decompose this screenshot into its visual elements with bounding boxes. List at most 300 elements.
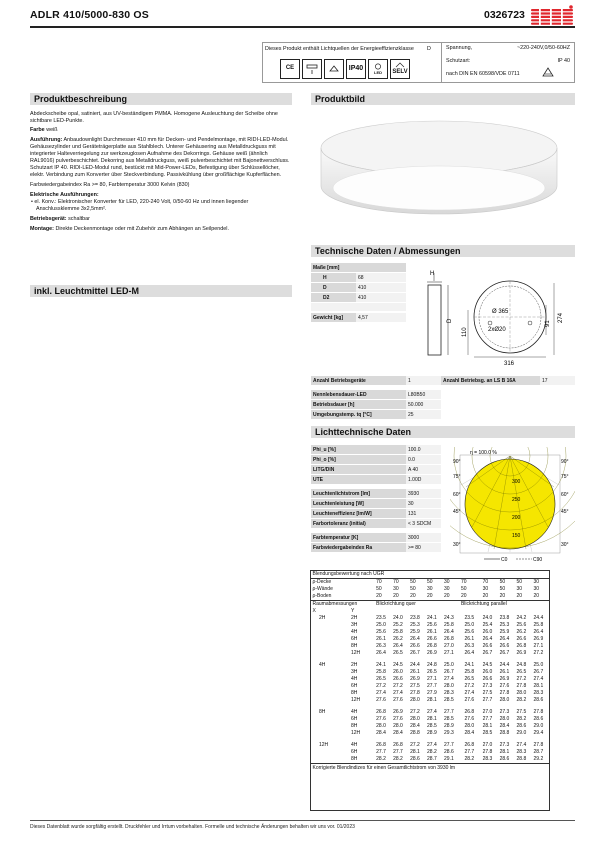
ugr-value-cell: 27.2	[464, 683, 475, 689]
polar-45l: 45°	[453, 509, 461, 515]
ugr-value-cell: 28.2	[516, 697, 527, 703]
ugr-refl-cell: 20	[516, 593, 523, 599]
ls-label: Anzahl Betriebsg. an LS B 16A	[441, 376, 540, 386]
ugr-x-cell	[311, 629, 350, 636]
ce-icon: CE	[280, 59, 300, 79]
ugr-value-cell: 25.8	[464, 669, 475, 675]
masse-d-value: 410	[356, 283, 406, 293]
ugr-value-cell: 26.8	[516, 643, 527, 649]
ugr-value-cell: 28.6	[410, 756, 420, 762]
polar-ring-300: 300	[512, 479, 521, 485]
ugr-value-cell: 28.0	[376, 723, 386, 729]
ugr-blank	[481, 608, 498, 615]
ugr-value-cell: 26.8	[464, 742, 475, 748]
ugr-y-cell: 3H	[351, 622, 358, 628]
ugr-value-cell: 28.0	[464, 723, 475, 729]
ugr-x-cell	[311, 643, 350, 650]
ugr-value-cell: 28.1	[533, 683, 544, 689]
spannung-label: Spannung,	[446, 45, 473, 51]
drawing-316: 316	[504, 361, 515, 367]
phi-u-label: Phi_u [%]	[311, 445, 406, 455]
ugr-value-cell: 26.9	[393, 709, 403, 715]
ugr-value-cell: 26.4	[499, 636, 510, 642]
leistung-value: 30	[406, 499, 441, 509]
leuchtmittel-header: inkl. Leuchtmittel LED-M	[30, 285, 292, 297]
ugr-value-cell: 27.6	[464, 716, 475, 722]
polar-60r: 60°	[561, 492, 569, 498]
ugr-value-cell: 25.9	[410, 629, 420, 635]
ugr-x-cell	[311, 697, 350, 704]
masse-h-label: H	[311, 273, 356, 283]
ugr-value-cell: 26.0	[482, 669, 493, 675]
ugr-value-cell: 27.0	[482, 742, 493, 748]
ugr-value-cell: 27.1	[427, 676, 437, 682]
ugr-value-cell: 26.6	[499, 643, 510, 649]
masse-d2-value: 410	[356, 293, 406, 303]
drawing-d365: Ø 365	[492, 309, 509, 315]
ugr-value-cell: 24.5	[393, 662, 403, 668]
certification-icons	[280, 59, 410, 79]
leistung-label: Leuchtenleistung [W]	[311, 499, 406, 509]
ugr-value-cell: 25.0	[376, 622, 386, 628]
effizienz-value: 131	[406, 509, 441, 519]
ugr-blank	[375, 608, 392, 615]
polar-30r: 30°	[561, 542, 569, 548]
ugr-value-cell: 26.7	[410, 650, 420, 656]
polar-c0: C0	[501, 557, 508, 563]
polar-ring-200: 200	[512, 515, 521, 521]
ugr-value-cell: 24.4	[533, 615, 544, 621]
polar-eta: η = 100.0 %	[470, 450, 497, 456]
ugr-value-cell: 26.1	[410, 669, 420, 675]
ugr-y-cell: 6H	[351, 749, 358, 755]
ugr-value-cell: 27.8	[533, 709, 544, 715]
ugr-value-cell: 26.4	[376, 650, 386, 656]
ugr-value-cell: 28.1	[410, 749, 420, 755]
elektrisch-label: Elektrische Ausführungen:	[30, 192, 99, 199]
ugr-value-cell: 28.4	[393, 730, 403, 736]
ugr-value-cell: 28.1	[499, 749, 510, 755]
ugr-value-cell: 24.3	[444, 615, 454, 621]
ugr-value-cell: 28.2	[393, 756, 403, 762]
ugr-value-cell: 28.9	[427, 730, 437, 736]
ugr-x-cell	[311, 669, 350, 676]
ugr-value-cell: 26.6	[482, 643, 493, 649]
recycle-icon	[541, 66, 555, 78]
ugr-blank	[459, 608, 481, 615]
ugr-value-cell: 29.3	[444, 730, 454, 736]
ugr-value-cell: 26.4	[410, 636, 420, 642]
montage-value: Direkte Deckenmontage oder mit Zubehör zum Abhängen an Seilpendel.	[55, 226, 229, 233]
ugr-y-cell: 3H	[351, 669, 358, 675]
ugr-value-cell: 26.1	[376, 636, 386, 642]
ugr-value-cell: 26.6	[410, 643, 420, 649]
ip40-icon: IP40	[346, 59, 366, 79]
ugr-value-cell: 27.0	[482, 709, 493, 715]
ugr-value-cell: 26.3	[464, 643, 475, 649]
norm-text: nach DIN EN 60598/VDE 0711	[446, 71, 520, 77]
umgebungstemp-value: 25	[406, 410, 441, 420]
ugr-value-cell: 27.7	[427, 683, 437, 689]
ugr-x-cell	[311, 723, 350, 730]
polar-ring-150: 150	[512, 533, 521, 539]
ugr-y-cell: 4H	[351, 742, 358, 748]
ugr-refl-cell: 50	[410, 586, 416, 592]
ugr-value-cell: 27.4	[464, 690, 475, 696]
ugr-value-cell: 28.9	[444, 723, 454, 729]
ugr-refl-cell: 70	[376, 579, 382, 585]
ugr-x-cell	[311, 650, 350, 657]
ugr-x-cell	[311, 683, 350, 690]
lichtstrom-label: Leuchtenlichtstrom [lm]	[311, 489, 406, 499]
ugr-value-cell: 25.0	[444, 662, 454, 668]
ugr-refl-cell: 20	[444, 593, 450, 599]
ugr-value-cell: 27.2	[533, 650, 544, 656]
ugr-value-cell: 28.5	[444, 697, 454, 703]
ugr-value-cell: 27.7	[393, 749, 403, 755]
ugr-value-cell: 26.9	[410, 676, 420, 682]
farbe-label: Farbe	[30, 127, 45, 134]
ugr-refl-cell: 50	[460, 586, 467, 592]
ugr-refl-cell: 50	[499, 586, 506, 592]
ugr-value-cell: 25.9	[499, 629, 510, 635]
ugr-blank	[532, 608, 549, 615]
ugr-refl-cell: 20	[410, 593, 416, 599]
polar-90l: 90°	[453, 459, 461, 465]
ugr-value-cell: 27.7	[482, 697, 493, 703]
ugr-value-cell: 27.2	[393, 683, 403, 689]
ugr-value-cell: 28.2	[516, 716, 527, 722]
ugr-value-cell: 28.8	[516, 756, 527, 762]
masse-d2-label: D2	[311, 293, 356, 303]
ugr-value-cell: 28.0	[410, 716, 420, 722]
produktbild-header: Produktbild	[311, 93, 575, 105]
ugr-value-cell: 26.8	[376, 742, 386, 748]
ugr-value-cell: 29.4	[533, 730, 544, 736]
ugr-blank	[392, 608, 409, 615]
ugr-x-cell	[311, 636, 350, 643]
ugr-value-cell: 25.8	[376, 669, 386, 675]
ugr-value-cell: 28.1	[427, 697, 437, 703]
farbe-value: weiß	[46, 127, 58, 134]
footer-rule	[30, 820, 575, 821]
anzahl-betriebsgeraete-value: 1	[406, 376, 441, 386]
ugr-value-cell: 27.8	[499, 690, 510, 696]
ugr-value-cell: 28.2	[376, 756, 386, 762]
ugr-blank	[515, 608, 532, 615]
drawing-274: 274	[558, 312, 564, 323]
ugr-value-cell: 24.1	[464, 662, 475, 668]
ugr-value-cell: 26.2	[393, 636, 403, 642]
ls-value: 17	[540, 376, 575, 386]
ugr-value-cell: 26.7	[533, 669, 544, 675]
mount-icon	[302, 59, 322, 79]
ugr-value-cell: 28.5	[427, 723, 437, 729]
ugr-value-cell: 27.3	[499, 742, 510, 748]
ugr-value-cell: 28.6	[533, 697, 544, 703]
ugr-value-cell: 27.4	[427, 709, 437, 715]
ugr-value-cell: 26.9	[427, 650, 437, 656]
ugr-value-cell: 27.6	[393, 716, 403, 722]
ugr-value-cell: 28.7	[427, 756, 437, 762]
ugr-value-cell: 27.3	[482, 683, 493, 689]
ugr-value-cell: 28.5	[444, 716, 454, 722]
ugr-value-cell: 26.5	[376, 676, 386, 682]
ugr-footer: Korrigierte Blendindizes für einen Gesamtlichtstrom von 3930 lm	[311, 764, 549, 773]
ugr-value-cell: 27.2	[516, 676, 527, 682]
ugr-blank	[498, 608, 515, 615]
ugr-refl-label: ρ-Wände	[312, 586, 333, 592]
ugr-value-cell: 27.5	[516, 709, 527, 715]
ugr-value-cell: 25.6	[464, 629, 475, 635]
ugr-refl-cell: 50	[427, 579, 433, 585]
betriebsdauer-value: 50.000	[406, 400, 441, 410]
ugr-value-cell: 26.7	[499, 650, 510, 656]
ugr-value-cell: 26.4	[464, 650, 475, 656]
litg-value: A 40	[406, 465, 441, 475]
ugr-x-cell: 8H	[319, 709, 326, 715]
spannung-value: ~220-240V,0/50-60HZ	[517, 45, 570, 51]
ugr-refl-cell: 50	[516, 579, 523, 585]
ugr-blank	[409, 608, 426, 615]
polar-75l: 75°	[453, 474, 461, 480]
ugr-value-cell: 27.6	[376, 697, 386, 703]
ugr-x-cell	[311, 622, 350, 629]
ugr-value-cell: 27.1	[533, 643, 544, 649]
betriebsgeraet-value: schaltbar	[68, 216, 90, 223]
ugr-value-cell: 29.0	[516, 730, 527, 736]
desc-p1: Abdeckscheibe opal, satiniert, aus UV-beständigem PMMA. Homogene Ausleuchtung der Scheibe ohne sichtbare LED-Punkte.	[30, 111, 278, 125]
ugr-refl-cell: 20	[427, 593, 433, 599]
ugr-value-cell: 28.1	[427, 716, 437, 722]
ugr-value-cell: 23.5	[464, 615, 475, 621]
ugr-value-cell: 26.8	[464, 709, 475, 715]
drawing-110: 110	[462, 327, 468, 337]
ugr-x-cell	[311, 730, 350, 737]
ugr-value-cell: 28.4	[376, 730, 386, 736]
ugr-value-cell: 28.2	[427, 749, 437, 755]
ugr-table	[310, 570, 550, 811]
ugr-value-cell: 26.4	[533, 629, 544, 635]
ugr-x-cell	[311, 716, 350, 723]
ugr-x-cell	[311, 749, 350, 756]
ugr-value-cell: 26.6	[482, 676, 493, 682]
ugr-refl-cell: 30	[393, 586, 399, 592]
footer-text: Dieses Datenblatt wurde sorgfältig erstellt. Druckfehler und Irrtum vorbehalten. Formelle und technische Änderungen behalten wir uns vor. 01/2023	[30, 824, 355, 830]
ugr-x-cell	[311, 676, 350, 683]
ute-label: UTE	[311, 475, 406, 485]
ugr-value-cell: 28.3	[516, 749, 527, 755]
ugr-value-cell: 28.4	[464, 730, 475, 736]
ugr-y-cell: 4H	[351, 676, 358, 682]
ugr-value-cell: 26.9	[516, 650, 527, 656]
ugr-value-cell: 28.3	[533, 690, 544, 696]
ugr-refl-cell: 20	[460, 593, 467, 599]
produktbeschreibung-header: Produktbeschreibung	[30, 93, 292, 105]
farbwiedergabe-value: >= 80	[406, 543, 441, 553]
ugr-value-cell: 25.8	[444, 622, 454, 628]
ugr-value-cell: 27.9	[427, 690, 437, 696]
litg-label: LITG/DIN	[311, 465, 406, 475]
ugr-value-cell: 25.4	[482, 622, 493, 628]
farbwiedergabe: Farbwiedergabeindex Ra >= 80, Farbtemperatur 3000 Kelvin (830)	[30, 182, 190, 189]
ugr-value-cell: 25.6	[376, 629, 386, 635]
farbtemperatur-value: 3000	[406, 533, 441, 543]
polar-60l: 60°	[453, 492, 461, 498]
drawing-d20: 2xØ20	[488, 327, 506, 333]
ugr-x-label: X	[312, 608, 316, 614]
anzahl-betriebsgeraete-label: Anzahl Betriebsgeräte	[311, 376, 406, 386]
schutzart-value: IP 40	[557, 58, 570, 64]
ugr-x-cell	[311, 756, 350, 764]
montage-label: Montage:	[30, 226, 54, 233]
ugr-value-cell: 26.3	[376, 643, 386, 649]
ugr-refl-cell: 50	[376, 586, 382, 592]
ugr-value-cell: 26.5	[464, 676, 475, 682]
ugr-value-cell: 24.5	[482, 662, 493, 668]
ugr-y-cell: 6H	[351, 683, 358, 689]
gewicht-label: Gewicht [kg]	[311, 313, 356, 323]
ugr-blank	[426, 608, 443, 615]
ugr-value-cell: 26.8	[427, 643, 437, 649]
description-block	[30, 111, 292, 233]
ugr-value-cell: 27.1	[444, 650, 454, 656]
ugr-value-cell: 27.2	[410, 742, 420, 748]
header-rule	[30, 26, 575, 28]
ugr-value-cell: 27.5	[482, 690, 493, 696]
ugr-refl-cell: 30	[482, 586, 489, 592]
ugr-refl-label: ρ-Boden	[312, 593, 332, 599]
ugr-value-cell: 28.7	[533, 749, 544, 755]
ugr-value-cell: 26.5	[393, 650, 403, 656]
gewicht-value: 4,57	[356, 313, 406, 323]
ugr-refl-cell: 70	[460, 579, 467, 585]
ugr-value-cell: 27.5	[410, 683, 420, 689]
ugr-value-cell: 27.4	[444, 676, 454, 682]
ugr-value-cell: 27.6	[464, 697, 475, 703]
ugr-value-cell: 25.0	[533, 662, 544, 668]
ugr-value-cell: 28.8	[410, 730, 420, 736]
ugr-refl-cell: 30	[533, 586, 540, 592]
ugr-value-cell: 26.7	[444, 669, 454, 675]
ugr-value-cell: 26.1	[499, 669, 510, 675]
energy-text: Dieses Produkt enthält Lichtquellen der Energieeffizienzklasse	[265, 46, 414, 52]
phi-o-value: 0.0	[406, 455, 441, 465]
ugr-value-cell: 28.0	[444, 683, 454, 689]
ugr-value-cell: 28.1	[482, 723, 493, 729]
ugr-x-cell: 2H	[319, 615, 326, 621]
ugr-value-cell: 27.7	[444, 742, 454, 748]
lebensdauer-value: L80B50	[406, 390, 441, 400]
ridi-logo	[530, 5, 575, 27]
divider	[441, 42, 442, 83]
ugr-value-cell: 23.8	[410, 615, 420, 621]
ugr-value-cell: 27.4	[427, 742, 437, 748]
ugr-value-cell: 24.8	[427, 662, 437, 668]
ugr-value-cell: 24.4	[410, 662, 420, 668]
ugr-refl-cell: 30	[444, 586, 450, 592]
ugr-value-cell: 24.0	[482, 615, 493, 621]
ugr-value-cell: 26.8	[376, 709, 386, 715]
ugr-refl-cell: 30	[444, 579, 450, 585]
ugr-x-cell	[311, 690, 350, 697]
ugr-value-cell: 26.6	[427, 636, 437, 642]
polar-30l: 30°	[453, 542, 461, 548]
masse-spacer	[311, 303, 406, 312]
ugr-value-cell: 25.3	[499, 622, 510, 628]
ugr-value-cell: 27.7	[482, 716, 493, 722]
ugr-value-cell: 27.8	[482, 749, 493, 755]
lichtstrom-value: 3930	[406, 489, 441, 499]
ugr-y-label: Y	[351, 608, 355, 614]
ugr-blank	[443, 608, 460, 615]
ausfuehrung-label: Ausführung:	[30, 137, 63, 144]
ugr-value-cell: 26.5	[427, 669, 437, 675]
masse-title: Maße [mm]	[311, 263, 406, 273]
ugr-value-cell: 27.6	[393, 697, 403, 703]
ugr-y-cell: 8H	[351, 723, 358, 729]
ugr-parallel-label: Blickrichtung parallel	[459, 601, 549, 609]
ugr-value-cell: 27.2	[376, 683, 386, 689]
ugr-refl-label: ρ-Decke	[312, 579, 332, 585]
ugr-value-cell: 25.2	[393, 622, 403, 628]
ugr-value-cell: 26.1	[427, 629, 437, 635]
ugr-value-cell: 26.8	[393, 742, 403, 748]
ugr-value-cell: 29.2	[533, 756, 544, 762]
ugr-value-cell: 28.6	[444, 749, 454, 755]
ugr-value-cell: 26.1	[464, 636, 475, 642]
ugr-value-cell: 28.0	[516, 690, 527, 696]
lamp-icon	[324, 59, 344, 79]
ugr-value-cell: 28.0	[499, 716, 510, 722]
ugr-value-cell: 25.3	[410, 622, 420, 628]
ugr-value-cell: 29.1	[444, 756, 454, 762]
ugr-value-cell: 27.8	[533, 742, 544, 748]
ugr-y-cell: 6H	[351, 716, 358, 722]
farbtemperatur-label: Farbtemperatur [K]	[311, 533, 406, 543]
ugr-y-cell: 8H	[351, 643, 358, 649]
ugr-value-cell: 23.8	[499, 615, 510, 621]
ugr-refl-cell: 20	[499, 593, 506, 599]
ugr-y-cell: 6H	[351, 636, 358, 642]
led-icon: LED	[368, 59, 388, 79]
dimension-drawing	[410, 265, 575, 370]
ugr-value-cell: 26.4	[444, 629, 454, 635]
polar-diagram	[450, 447, 575, 565]
ugr-value-cell: 25.8	[533, 622, 544, 628]
lebensdauer-label: Nennlebensdauer-LED	[311, 390, 406, 400]
ugr-y-cell: 2H	[351, 662, 358, 668]
ugr-y-cell: 8H	[351, 756, 358, 762]
polar-c90: C90	[533, 557, 543, 563]
ugr-value-cell: 28.6	[499, 756, 510, 762]
ugr-value-cell: 26.5	[516, 669, 527, 675]
ugr-value-cell: 24.2	[516, 615, 527, 621]
elektrisch-value: • el. Konv.: Elektronischer Konverter für LED, 220-240 Volt, 0/50-60 Hz und innen liegender Anschlussklemme 3x2,5mm².	[31, 199, 249, 213]
ugr-value-cell: 29.0	[533, 723, 544, 729]
ugr-value-cell: 26.0	[482, 629, 493, 635]
ugr-value-cell: 28.8	[499, 730, 510, 736]
ugr-value-cell: 27.7	[464, 749, 475, 755]
polar-75r: 75°	[561, 474, 569, 480]
ugr-value-cell: 27.7	[444, 709, 454, 715]
drawing-h: H	[430, 271, 435, 277]
energy-class: D	[427, 46, 431, 52]
selv-icon: SELV	[390, 59, 410, 79]
umgebungstemp-label: Umgebungstemp. tq [°C]	[311, 410, 406, 420]
ugr-value-cell: 28.4	[410, 723, 420, 729]
technische-daten-header: Technische Daten / Abmessungen	[311, 245, 575, 257]
